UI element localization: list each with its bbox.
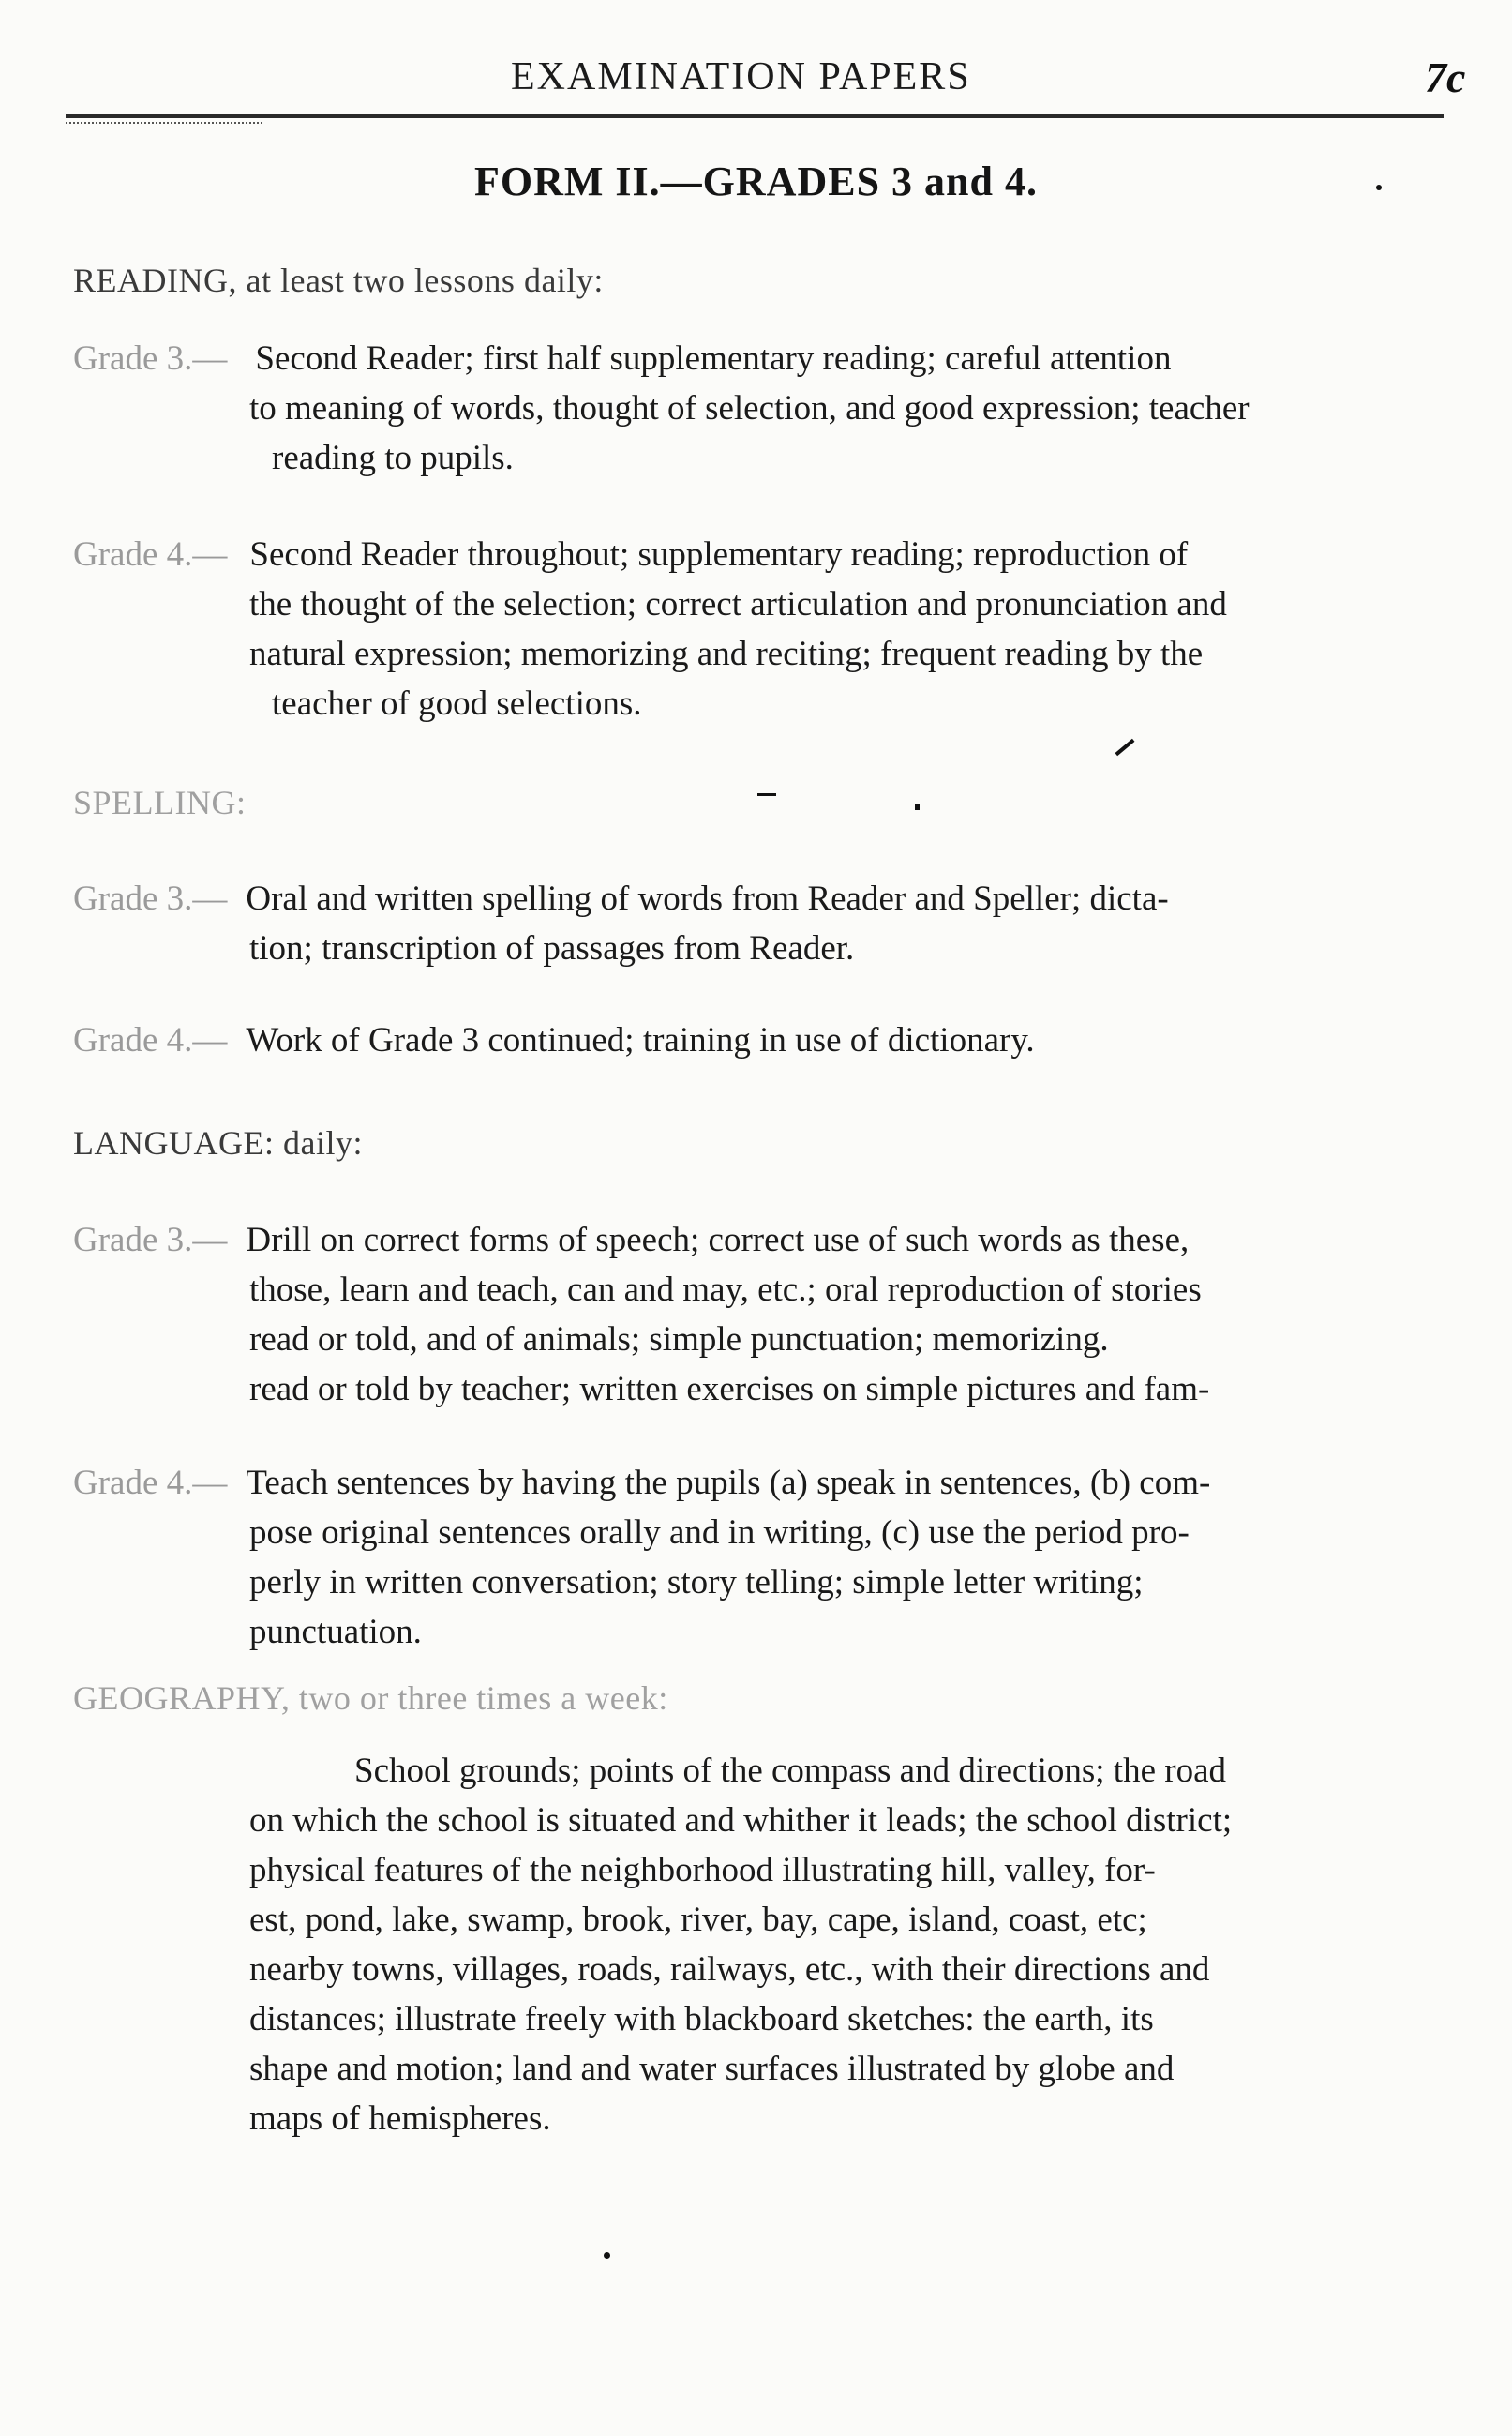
geography-line-3: physical features of the neighborhood illustrating hill, valley, for- (249, 1851, 1156, 1889)
language-grade3-label: Grade 3.— (73, 1221, 228, 1259)
scan-speck (1376, 185, 1382, 190)
spelling-grade3-label: Grade 3.— (73, 880, 228, 918)
geography-heading: GEOGRAPHY, two or three times a week: (73, 1679, 668, 1717)
language-grade4-line-1: Teach sentences by having the pupils (a) speak in sentences, (b) com- (246, 1464, 1211, 1502)
language-grade3 (73, 1215, 1479, 1414)
geography-body (73, 1746, 1479, 2143)
page-number: 7c (1425, 53, 1466, 101)
geography-line-2: on which the school is situated and whither it leads; the school district; (249, 1801, 1233, 1840)
scan-stroke (1115, 739, 1135, 756)
reading-grade4-label: Grade 4.— (73, 535, 228, 574)
reading-grade4-line-1: Second Reader throughout; supplementary reading; reproduction of (249, 535, 1189, 574)
language-grade3-line-1: Drill on correct forms of speech; correct use of such words as these, (246, 1221, 1190, 1259)
spelling-grade3-line-2: tion; transcription of passages from Reader. (249, 929, 855, 968)
language-grade3-line-3: read or told, and of animals; simple punctuation; memorizing. (249, 1320, 1109, 1359)
language-grade3-line-4: read or told by teacher; written exercises on simple pictures and fam- (249, 1370, 1210, 1408)
geography-line-7: shape and motion; land and water surfaces illustrated by globe and (249, 2050, 1175, 2088)
reading-grade3-label: Grade 3.— (73, 339, 228, 378)
spelling-grade4-label: Grade 4.— (73, 1021, 228, 1060)
header-rule-dotted (66, 122, 262, 124)
language-grade4-line-2: pose original sentences orally and in writing, (c) use the period pro- (249, 1513, 1190, 1552)
scan-stroke (757, 793, 776, 796)
reading-grade3-line-2: to meaning of words, thought of selection, and good expression; teacher (249, 389, 1250, 428)
spelling-heading: SPELLING: (73, 784, 247, 821)
reading-grade3 (73, 334, 1479, 483)
geography-line-5: nearby towns, villages, roads, railways, etc., with their directions and (249, 1950, 1210, 1989)
geography-line-4: est, pond, lake, swamp, brook, river, bay, cape, island, coast, etc; (249, 1901, 1147, 1939)
reading-grade4-line-4: teacher of good selections. (272, 684, 642, 723)
reading-grade3-line-3: reading to pupils. (272, 439, 514, 477)
language-grade4 (73, 1458, 1479, 1657)
language-grade4-label: Grade 4.— (73, 1464, 228, 1502)
reading-grade4-line-2: the thought of the selection; correct articulation and pronunciation and (249, 585, 1227, 624)
language-heading: LANGUAGE: daily: (73, 1124, 363, 1162)
spelling-grade4-line-1: Work of Grade 3 continued; training in use of dictionary. (246, 1021, 1035, 1060)
spelling-grade3-line-1: Oral and written spelling of words from Reader and Speller; dicta- (246, 880, 1169, 918)
page-title: FORM II.—GRADES 3 and 4. (474, 158, 1038, 204)
reading-grade3-line-1: Second Reader; first half supplementary reading; careful attention (255, 339, 1172, 378)
reading-grade4 (73, 530, 1479, 729)
spelling-grade3 (73, 874, 1479, 973)
geography-line-6: distances; illustrate freely with blackboard sketches: the earth, its (249, 2000, 1154, 2038)
language-grade4-line-4: punctuation. (249, 1613, 422, 1651)
reading-heading: READING, at least two lessons daily: (73, 262, 604, 299)
language-grade3-line-2: those, learn and teach, can and may, etc.; oral reproduction of stories (249, 1271, 1202, 1309)
geography-line-8: maps of hemispheres. (249, 2099, 551, 2138)
reading-grade4-line-3: natural expression; memorizing and reciting; frequent reading by the (249, 635, 1204, 673)
language-grade4-line-3: perly in written conversation; story telling; simple letter writing; (249, 1563, 1144, 1601)
scan-speck (604, 2252, 610, 2259)
spelling-grade4 (73, 1015, 1479, 1065)
scan-speck (915, 804, 920, 810)
header-rule (66, 114, 1444, 118)
geography-line-1: School grounds; points of the compass and directions; the road (354, 1752, 1226, 1790)
running-head: EXAMINATION PAPERS (511, 55, 971, 98)
